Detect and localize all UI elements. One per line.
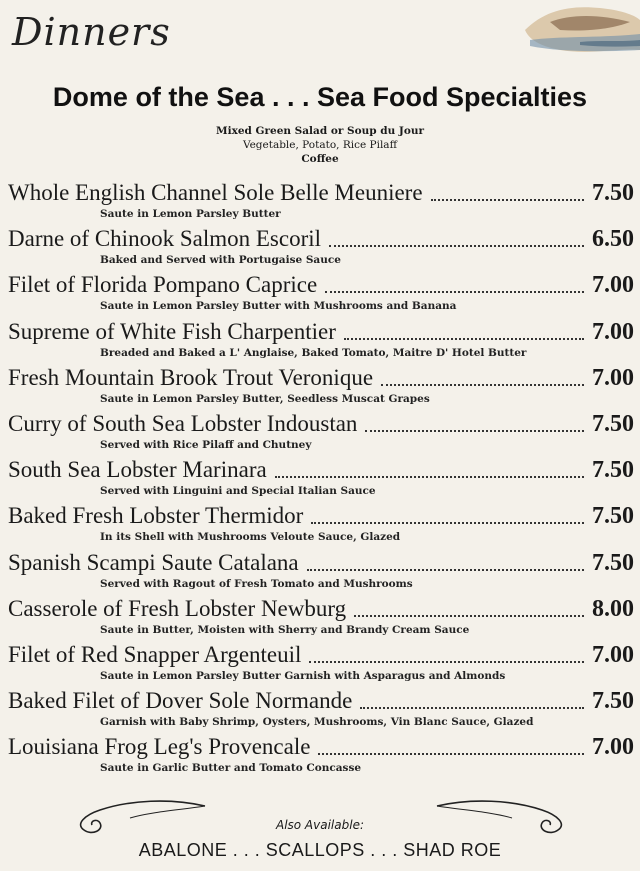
item-name: Fresh Mountain Brook Trout Veronique xyxy=(8,364,374,390)
also-available-label: Also Available: xyxy=(275,818,364,832)
dot-leader xyxy=(354,615,584,617)
menu-item xyxy=(8,178,634,224)
item-name: Whole English Channel Sole Belle Meuniere xyxy=(8,180,423,205)
item-description: Served with Rice Pilaff and Chutney xyxy=(100,438,312,451)
item-description: In its Shell with Mushrooms Veloute Sauce, Glazed xyxy=(100,531,401,544)
watercolor-seascape xyxy=(520,0,640,62)
item-description: Saute in Lemon Parsley Butter, Seedless Muscat Grapes xyxy=(100,392,430,405)
dot-leader xyxy=(325,291,584,293)
page-title: Dinners xyxy=(12,10,171,54)
dot-leader xyxy=(309,661,584,663)
item-price: 7.50 xyxy=(592,503,634,530)
item-price: 7.00 xyxy=(592,641,634,668)
menu-item xyxy=(8,686,634,732)
item-name: Supreme of White Fish Charpentier xyxy=(8,318,336,344)
menu-item xyxy=(8,548,634,594)
dot-leader xyxy=(365,430,584,432)
dinner-includes xyxy=(0,124,640,166)
item-description: Saute in Lemon Parsley Butter Garnish with Asparagus and Almonds xyxy=(100,669,506,682)
item-description: Served with Ragout of Fresh Tomato and Mushrooms xyxy=(100,577,413,590)
item-description: Garnish with Baby Shrimp, Oysters, Mushrooms, Vin Blanc Sauce, Glazed xyxy=(100,716,534,729)
item-price: 7.50 xyxy=(592,688,634,715)
item-name: South Sea Lobster Marinara xyxy=(8,457,267,483)
menu-item xyxy=(8,409,634,455)
item-price: 7.50 xyxy=(592,457,634,484)
dot-leader xyxy=(344,338,584,340)
menu-item xyxy=(8,270,634,316)
item-price: 7.00 xyxy=(592,734,634,761)
item-name: Darne of Chinook Salmon Escoril xyxy=(8,226,322,252)
dot-leader xyxy=(329,245,584,247)
item-price: 7.00 xyxy=(592,364,634,391)
item-description: Baked and Served with Portugaise Sauce xyxy=(100,254,341,267)
dot-leader xyxy=(431,199,584,201)
includes-line: Mixed Green Salad or Soup du Jour xyxy=(215,125,425,137)
item-price: 7.50 xyxy=(592,180,634,206)
item-name: Filet of Florida Pompano Caprice xyxy=(8,272,318,298)
item-name: Casserole of Fresh Lobster Newburg xyxy=(8,595,347,621)
item-description: Saute in Butter, Moisten with Sherry and Brandy Cream Sauce xyxy=(100,623,470,636)
dot-leader xyxy=(275,476,584,478)
menu-item xyxy=(8,224,634,270)
menu-list xyxy=(8,178,634,778)
menu-item xyxy=(8,501,634,547)
item-description: Served with Linguini and Special Italian Sauce xyxy=(100,485,376,498)
item-price: 7.00 xyxy=(592,318,634,345)
dot-leader xyxy=(307,569,584,571)
item-price: 7.50 xyxy=(592,549,634,576)
item-description: Breaded and Baked a L' Anglaise, Baked Tomato, Maitre D' Hotel Butter xyxy=(100,346,527,359)
also-available-items: ABALONE . . . SCALLOPS . . . SHAD ROE xyxy=(138,840,502,860)
item-price: 8.00 xyxy=(592,595,634,622)
item-name: Baked Filet of Dover Sole Normande xyxy=(8,688,353,714)
menu-item xyxy=(8,594,634,640)
item-name: Louisiana Frog Leg's Provencale xyxy=(8,734,311,760)
item-name: Baked Fresh Lobster Thermidor xyxy=(8,503,304,529)
item-name: Spanish Scampi Saute Catalana xyxy=(8,549,299,575)
item-description: Saute in Lemon Parsley Butter with Mushrooms and Banana xyxy=(100,300,457,313)
item-description: Saute in Lemon Parsley Butter xyxy=(100,208,281,220)
includes-line: Vegetable, Potato, Rice Pilaff xyxy=(242,139,398,151)
dot-leader xyxy=(318,753,584,755)
item-name: Curry of South Sea Lobster Indoustan xyxy=(8,410,358,436)
menu-item xyxy=(8,732,634,778)
section-title: Dome of the Sea . . . Sea Food Specialties xyxy=(52,82,588,112)
menu-item xyxy=(8,640,634,686)
dot-leader xyxy=(381,384,584,386)
includes-line: Coffee xyxy=(301,153,339,165)
dot-leader xyxy=(360,707,584,709)
menu-item xyxy=(8,317,634,363)
item-price: 6.50 xyxy=(592,226,634,253)
item-price: 7.00 xyxy=(592,272,634,299)
menu-item xyxy=(8,455,634,501)
dot-leader xyxy=(311,522,584,524)
item-description: Saute in Garlic Butter and Tomato Concasse xyxy=(100,762,362,775)
item-name: Filet of Red Snapper Argenteuil xyxy=(8,641,302,667)
menu-item xyxy=(8,363,634,409)
item-price: 7.50 xyxy=(592,410,634,437)
